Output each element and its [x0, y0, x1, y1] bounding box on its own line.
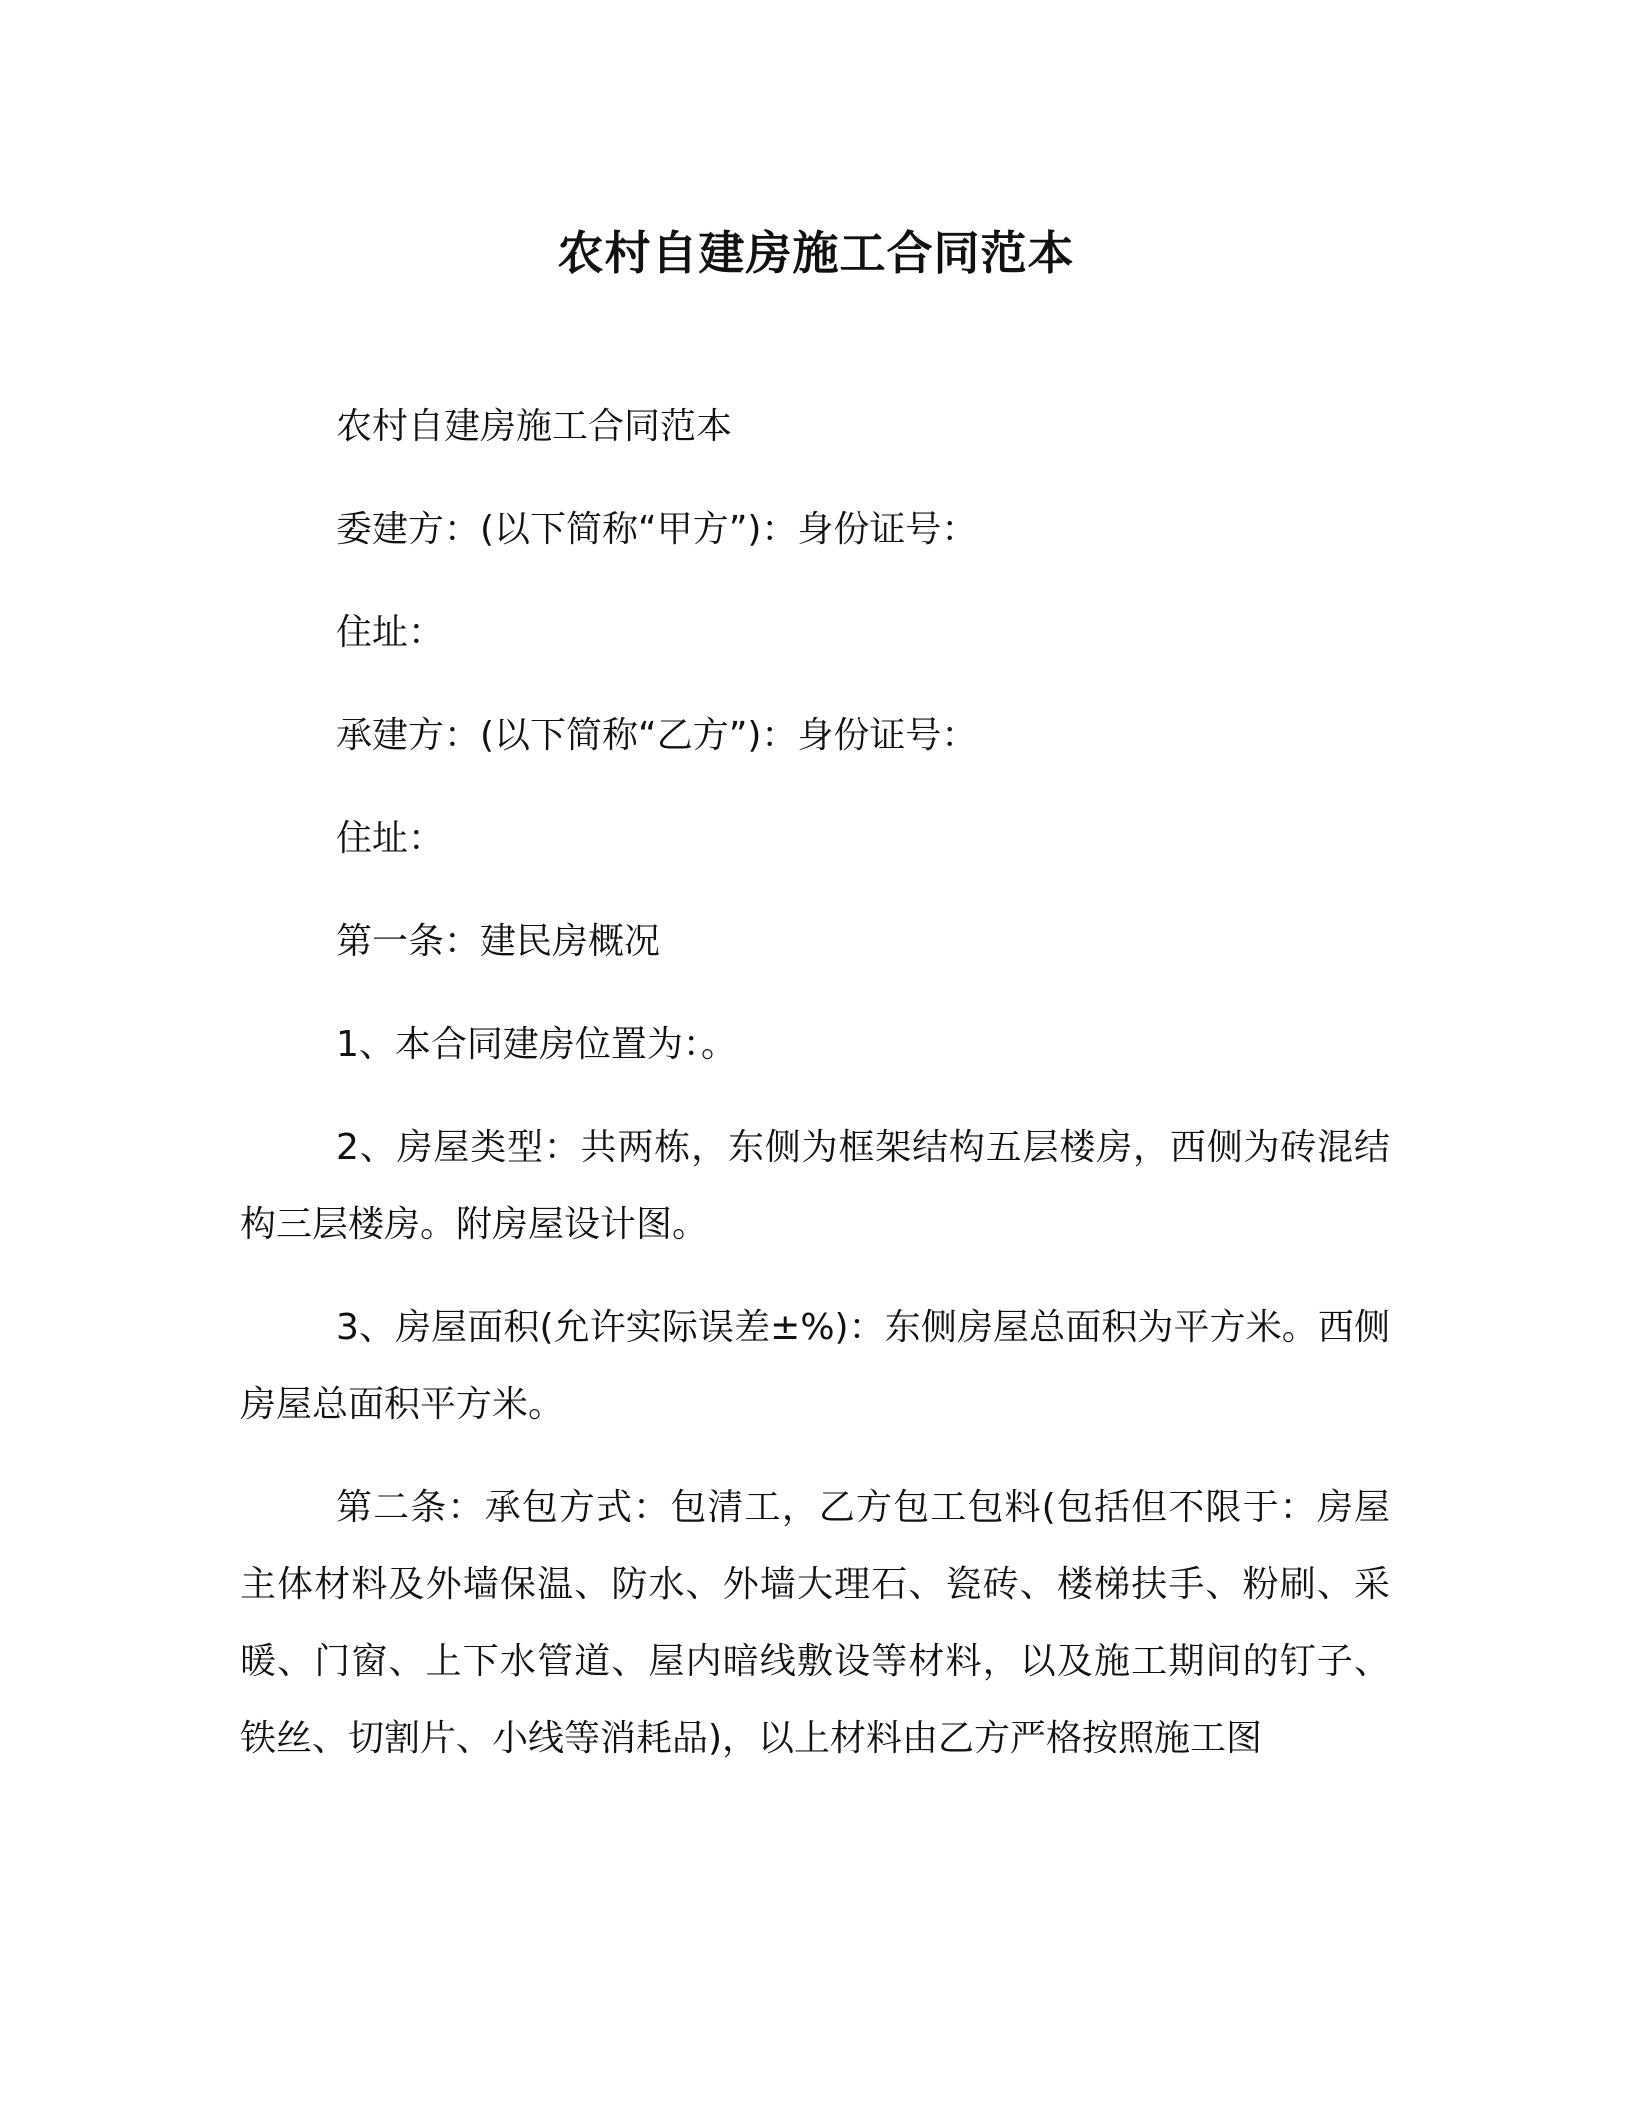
- paragraph-party-b: 承建方：(以下简称“乙方”)：身份证号：: [336, 715, 978, 756]
- paragraph-party-a: 委建方：(以下简称“甲方”)：身份证号：: [336, 509, 978, 550]
- paragraph-subtitle: 农村自建房施工合同范本: [336, 406, 733, 447]
- paragraph-article-2: 第二条：承包方式：包清工，乙方包工包料(包括但不限于：房屋主体材料及外墙保温、防水、外墙大理石、瓷砖、楼梯扶手、粉刷、采暖、门窗、上下水管道、屋内暗线敷设等材料，以及施工期间的钉子、铁丝、切割片、小线等消耗品)，以上材料由乙方严格按照施工图: [240, 1487, 1390, 1759]
- document-title: 农村自建房施工合同范本: [557, 226, 1075, 280]
- paragraph-party-b-address: 住址：: [336, 818, 445, 859]
- paragraph-party-a-address: 住址：: [336, 612, 445, 653]
- paragraph-article-1-item-3: 3、房屋面积(允许实际误差±%)：东侧房屋总面积为平方米。西侧房屋总面积平方米。: [240, 1307, 1390, 1425]
- paragraph-article-1-item-2: 2、房屋类型：共两栋，东侧为框架结构五层楼房，西侧为砖混结构三层楼房。附房屋设计图。: [240, 1127, 1390, 1245]
- paragraph-article-1-heading: 第一条：建民房概况: [336, 921, 661, 962]
- document-body: [240, 388, 1390, 1803]
- paragraph-article-1-item-1: 1、本合同建房位置为：。: [336, 1024, 737, 1065]
